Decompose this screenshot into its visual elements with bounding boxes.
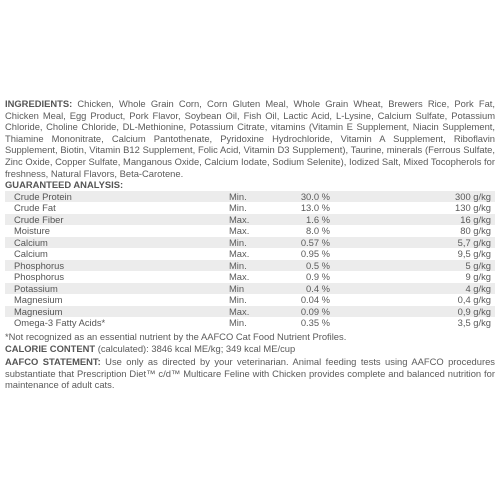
nutrient-percent: 8.0 % <box>306 225 330 237</box>
nutrient-percent: 1.6 % <box>278 214 330 226</box>
guaranteed-analysis-table <box>5 191 495 329</box>
table-row <box>5 237 495 249</box>
nutrient-qualifier: Max. <box>229 306 278 318</box>
table-row <box>5 283 495 295</box>
table-row <box>5 214 495 226</box>
aafco-statement <box>5 356 495 391</box>
table-row <box>5 317 495 329</box>
nutrient-percent: 0.95 % <box>300 248 330 260</box>
nutrient-name: Phosphorus <box>5 260 229 272</box>
nutrition-label <box>5 98 495 391</box>
nutrient-qualifier: Max. <box>229 214 278 226</box>
nutrient-per-kg: 9 g/kg <box>465 271 491 283</box>
ingredients-label: INGREDIENTS: <box>5 98 73 109</box>
nutrient-per-kg: 0,4 g/kg <box>457 294 491 306</box>
nutrient-per-kg: 3,5 g/kg <box>457 317 491 329</box>
table-row <box>5 260 495 272</box>
nutrient-name: Magnesium <box>14 294 63 306</box>
nutrient-qualifier: Max. <box>229 225 250 237</box>
table-row <box>5 225 495 237</box>
table-row <box>5 294 495 306</box>
nutrient-name: Crude Fat <box>14 202 56 214</box>
nutrient-per-kg: 9,5 g/kg <box>457 248 491 260</box>
nutrient-qualifier: Min. <box>229 202 247 214</box>
nutrient-qualifier: Min. <box>229 294 247 306</box>
calorie-text: (calculated): 3846 kcal ME/kg; 349 kcal ME/cup <box>95 343 296 355</box>
calorie-label: CALORIE CONTENT <box>5 343 96 355</box>
aafco-label: AAFCO STATEMENT: <box>5 355 101 367</box>
table-row <box>5 191 495 203</box>
nutrient-qualifier: Min. <box>229 191 278 203</box>
nutrient-name: Omega-3 Fatty Acids* <box>14 317 106 329</box>
nutrient-name: Moisture <box>14 225 50 237</box>
calorie-content <box>5 343 495 355</box>
nutrient-per-kg: 16 g/kg <box>330 214 495 226</box>
nutrient-qualifier: Max. <box>229 248 250 260</box>
nutrient-per-kg: 300 g/kg <box>330 191 495 203</box>
nutrient-per-kg: 80 g/kg <box>460 225 491 237</box>
nutrient-qualifier: Max. <box>229 271 250 283</box>
table-row <box>5 306 495 318</box>
nutrient-percent: 0.35 % <box>300 317 330 329</box>
nutrient-qualifier: Min. <box>229 260 278 272</box>
nutrient-qualifier: Min. <box>229 237 278 249</box>
nutrient-qualifier: Min. <box>229 317 247 329</box>
nutrient-percent: 0.04 % <box>300 294 330 306</box>
nutrient-name: Calcium <box>14 248 48 260</box>
nutrient-name: Crude Fiber <box>5 214 229 226</box>
nutrient-name: Calcium <box>5 237 229 249</box>
nutrient-per-kg: 4 g/kg <box>330 283 495 295</box>
nutrient-name: Potassium <box>5 283 229 295</box>
nutrient-percent: 0.09 % <box>278 306 330 318</box>
guaranteed-analysis-title: GUARANTEED ANALYSIS: <box>5 179 124 191</box>
nutrient-percent: 13.0 % <box>300 202 330 214</box>
ingredients-text: Chicken, Whole Grain Corn, Corn Gluten Meal, Whole Grain Wheat, Brewers Rice, Pork Fat, Chicken Meal, Egg Product, Pork Flavor, Soybean Oil, Fish Oil, Lactic Acid, L-Lysine, Calcium Sulfate, Potassium Chloride, Choline Chloride, DL-Methionine, Potassium Citrate, vitamins (Vitamin E Supplement, Niacin Supplement, Thiamine Mononitrate, Calcium Pantothenate, Pyridoxine Hydrochloride, Vitamin A Supplement, Riboflavin Supplement, Biotin, Vitamin B12 Supplement, Folic Acid, Vitamin D3 Supplement), Taurine, minerals (Ferrous Sulfate, Zinc Oxide, Copper Sulfate, Manganous Oxide, Calcium Iodate, Sodium Selenite), Iodized Salt, Mixed Tocopherols for freshness, Natural Flavors, Beta-Carotene. <box>5 98 495 179</box>
nutrient-name: Phosphorus <box>14 271 65 283</box>
table-row <box>5 248 495 260</box>
nutrient-per-kg: 0,9 g/kg <box>330 306 495 318</box>
nutrient-per-kg: 5,7 g/kg <box>330 237 495 249</box>
nutrient-percent: 0.5 % <box>278 260 330 272</box>
nutrient-name: Magnesium <box>5 306 229 318</box>
aafco-text: Use only as directed by your veterinarian. Animal feeding tests using AAFCO procedures substantiate that Prescription Diet™ c/d™ Multicare Feline with Chicken provides complete and balanced nutrition for maintenance of adult cats. <box>5 355 495 391</box>
table-row <box>5 202 495 214</box>
nutrient-percent: 0.57 % <box>278 237 330 249</box>
nutrient-per-kg: 130 g/kg <box>455 202 491 214</box>
ingredients-paragraph <box>5 98 495 179</box>
omega-footnote: *Not recognized as an essential nutrient by the AAFCO Cat Food Nutrient Profiles. <box>5 330 347 342</box>
nutrient-percent: 0.9 % <box>306 271 330 283</box>
nutrient-percent: 30.0 % <box>278 191 330 203</box>
nutrient-per-kg: 5 g/kg <box>330 260 495 272</box>
table-row <box>5 271 495 283</box>
nutrient-qualifier: Min <box>229 283 278 295</box>
nutrient-percent: 0.4 % <box>278 283 330 295</box>
nutrient-name: Crude Protein <box>5 191 229 203</box>
